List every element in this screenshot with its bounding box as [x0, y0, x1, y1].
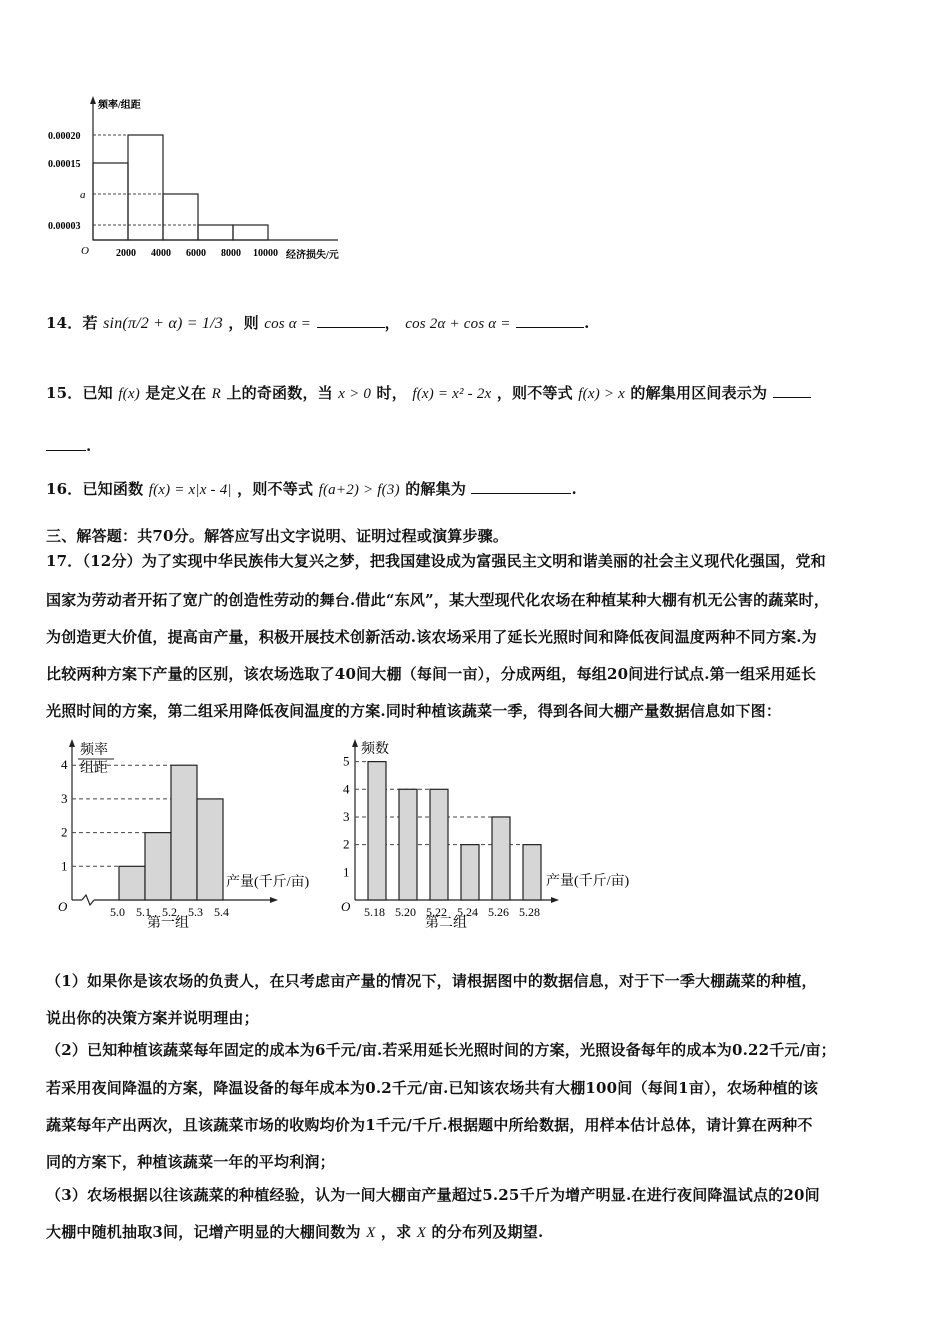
q15-text-2: 上的奇函数，当	[226, 384, 333, 402]
q14-blank-1[interactable]	[317, 313, 385, 328]
y-axis-label: 频率/组距	[98, 100, 141, 111]
c1-xtick-5.2: 5.2	[162, 905, 177, 919]
q15-blank-b[interactable]	[46, 436, 86, 451]
c1-xtick-5.3: 5.3	[188, 905, 203, 919]
c1-ytick-4: 4	[61, 757, 68, 773]
bar-4000-6000	[163, 194, 198, 240]
c2-ytick-3: 3	[343, 808, 350, 824]
q17-line-5: 光照时间的方案，第二组采用降低夜间温度的方案.同时种植该蔬菜一季，得到各间大棚产量数据信息如下图：	[46, 702, 782, 720]
y-tick-0.00015: 0.00015	[48, 159, 81, 170]
c1-y-arrow	[69, 739, 75, 747]
question-16	[46, 478, 577, 499]
q15-text-5: 的解集用区间表示为	[630, 384, 768, 402]
c2-bar-5.28	[523, 845, 541, 900]
part3-text-c: 的分布列及期望.	[431, 1223, 544, 1241]
bar-6000-8000	[198, 225, 233, 240]
c1-xtick-5.4: 5.4	[214, 905, 229, 919]
c2-xtick-5.28: 5.28	[519, 905, 540, 919]
y-tick-0.00020: 0.00020	[48, 131, 81, 142]
c1-ytick-2: 2	[61, 824, 68, 840]
c1-xtick-5.0: 5.0	[110, 905, 125, 919]
c2-xtick-5.18: 5.18	[364, 905, 385, 919]
y-axis-arrow	[90, 96, 96, 104]
section-3-heading: 三、解答题：共70分。解答应写出文字说明、证明过程或演算步骤。	[46, 527, 509, 545]
c1-title: 第一组	[147, 916, 189, 931]
part3-text-a: 大棚中随机抽取3间，记增产明显的大棚间数为	[46, 1223, 361, 1241]
c2-bar-5.18	[368, 762, 386, 900]
q14-condition: sin(π/2 + α) = 1/3	[103, 315, 223, 332]
c2-title: 第二组	[425, 916, 467, 931]
c2-xtick-5.20: 5.20	[395, 905, 416, 919]
q17-line-4: 比较两种方案下产量的区别，该农场选取了40间大棚（每间一亩），分成两组，每组20间进行试点.第一组采用延长	[46, 665, 817, 683]
c2-ytick-5: 5	[343, 753, 350, 769]
c2-origin: O	[341, 899, 351, 914]
c2-x-arrow	[551, 897, 559, 903]
part2-line-1: （2）已知种植该蔬菜每年固定的成本为6千元/亩.若采用延长光照时间的方案，光照设备每年的成本为0.22千元/亩；	[46, 1041, 836, 1059]
c2-xlabel: 产量(千斤/亩)	[546, 874, 630, 889]
c2-y-arrow	[352, 739, 358, 747]
c1-bar-5.2	[171, 765, 197, 900]
c1-bar-5.3	[197, 799, 223, 900]
part1-line-1: （1）如果你是该农场的负责人，在只考虑亩产量的情况下，请根据图中的数据信息，对于下一季大棚蔬菜的种植，	[46, 972, 817, 990]
q16-number: 16．已知函数	[46, 480, 144, 498]
q15-blank-a[interactable]	[773, 383, 811, 398]
x-tick-8000: 8000	[221, 248, 241, 259]
c2-ytick-2: 2	[343, 836, 350, 852]
part2-line-2: 若采用夜间降温的方案，降温设备的每年成本为0.2千元/亩.已知该农场共有大棚100间（每间1亩），农场种植的该	[46, 1079, 819, 1097]
q14-end: .	[584, 314, 590, 332]
q14-ask1: cos α =	[264, 316, 312, 332]
q16-formula: f(x) = x|x - 4|	[148, 482, 232, 498]
y-tick-0.00003: 0.00003	[48, 221, 81, 232]
c1-xlabel: 产量(千斤/亩)	[226, 875, 310, 890]
q17-line-3: 为创造更大价值，提高亩产量，积极开展技术创新活动.该农场采用了延长光照时间和降低夜间温度两种不同方案.为	[46, 628, 817, 646]
c2-bar-5.22	[430, 789, 448, 900]
q15-number: 15．已知	[46, 384, 113, 402]
q14-blank-2[interactable]	[516, 313, 584, 328]
q16-text-1: ，则不等式	[237, 480, 314, 498]
c2-bar-5.26	[492, 817, 510, 900]
x-tick-4000: 4000	[151, 248, 171, 259]
q16-text-2: 的解集为	[405, 480, 467, 498]
loss-histogram	[38, 92, 358, 272]
c2-bar-5.24	[461, 845, 479, 900]
q14-then: ，则	[228, 314, 259, 332]
part1-line-2: 说出你的决策方案并说明理由；	[46, 1009, 259, 1027]
part3-var-X-1: X	[366, 1225, 376, 1241]
c1-bar-5.0	[119, 866, 145, 900]
part3-line-2	[46, 1221, 543, 1242]
q17-line-1: 17．（12分）为了实现中华民族伟大复兴之梦，把我国建设成为富强民主文明和谐美丽的社会主义现代化强国，党和	[46, 552, 826, 570]
y-tick-a: a	[80, 189, 86, 201]
q15-text-3: 时，	[376, 384, 407, 402]
c1-x-arrow	[270, 897, 278, 903]
q14-ask2: cos 2α + cos α =	[405, 316, 511, 332]
q15-end: .	[86, 437, 92, 455]
c2-ytick-4: 4	[343, 781, 350, 797]
q14-sep: ，	[384, 314, 400, 332]
bar-8000-10000	[233, 225, 268, 240]
c1-bar-5.1	[145, 833, 171, 900]
part3-var-X-2: X	[416, 1225, 427, 1241]
part2-line-4: 同的方案下，种植该蔬菜一年的平均利润；	[46, 1153, 335, 1171]
q16-inequality: f(a+2) > f(3)	[318, 482, 400, 498]
c1-ytick-3: 3	[61, 790, 68, 806]
x-tick-6000: 6000	[186, 248, 206, 259]
bar-0-2000	[93, 163, 128, 240]
c1-axis-break	[82, 895, 94, 905]
c1-ylabel-top: 频率	[80, 743, 108, 758]
q15-R: R	[211, 386, 221, 402]
q15-text-1: 是定义在	[145, 384, 207, 402]
q14-number: 14．若	[46, 314, 98, 332]
q15-inequality: f(x) > x	[578, 386, 625, 402]
part2-line-3: 蔬菜每年产出两次，且该蔬菜市场的收购均价为1千元/千斤.根据题中所给数据，用样本估计总体，请计算在两种不	[46, 1116, 813, 1134]
q16-blank[interactable]	[471, 479, 571, 494]
x-axis-label: 经济损失/元	[286, 250, 339, 261]
question-15-continued	[46, 436, 91, 455]
origin-label: O	[81, 245, 89, 257]
q15-fx: f(x)	[118, 386, 140, 402]
c1-xtick-5.1: 5.1	[136, 905, 151, 919]
c2-ylabel: 频数	[361, 742, 389, 757]
question-15	[46, 382, 811, 403]
c1-origin: O	[58, 899, 68, 914]
c2-bar-5.20	[399, 789, 417, 900]
q15-formula: f(x) = x² - 2x	[412, 386, 492, 402]
bar-2000-4000	[128, 135, 163, 240]
x-tick-10000: 10000	[253, 248, 278, 259]
c2-ytick-1: 1	[343, 864, 350, 880]
q17-line-2: 国家为劳动者开拓了宽广的创造性劳动的舞台.借此“东风”，某大型现代化农场在种植某种大棚有机无公害的蔬菜时，	[46, 591, 830, 609]
q16-end: .	[571, 480, 577, 498]
q15-text-4: ，则不等式	[496, 384, 573, 402]
part3-text-b: ，求	[380, 1223, 412, 1241]
part3-line-1: （3）农场根据以往该蔬菜的种植经验，认为一间大棚亩产量超过5.25千斤为增产明显.在进行夜间降温试点的20间	[46, 1186, 820, 1204]
c1-ytick-1: 1	[61, 858, 68, 874]
c2-xtick-5.26: 5.26	[488, 905, 509, 919]
q15-condition: x > 0	[338, 386, 372, 402]
c1-ylabel-bottom: 组距	[80, 761, 108, 776]
question-14	[46, 312, 590, 333]
group1-histogram	[52, 735, 332, 935]
c2-xtick-5.24: 5.24	[457, 905, 478, 919]
group2-frequency-chart	[335, 735, 645, 935]
c2-xtick-5.22: 5.22	[426, 905, 447, 919]
x-tick-2000: 2000	[116, 248, 136, 259]
